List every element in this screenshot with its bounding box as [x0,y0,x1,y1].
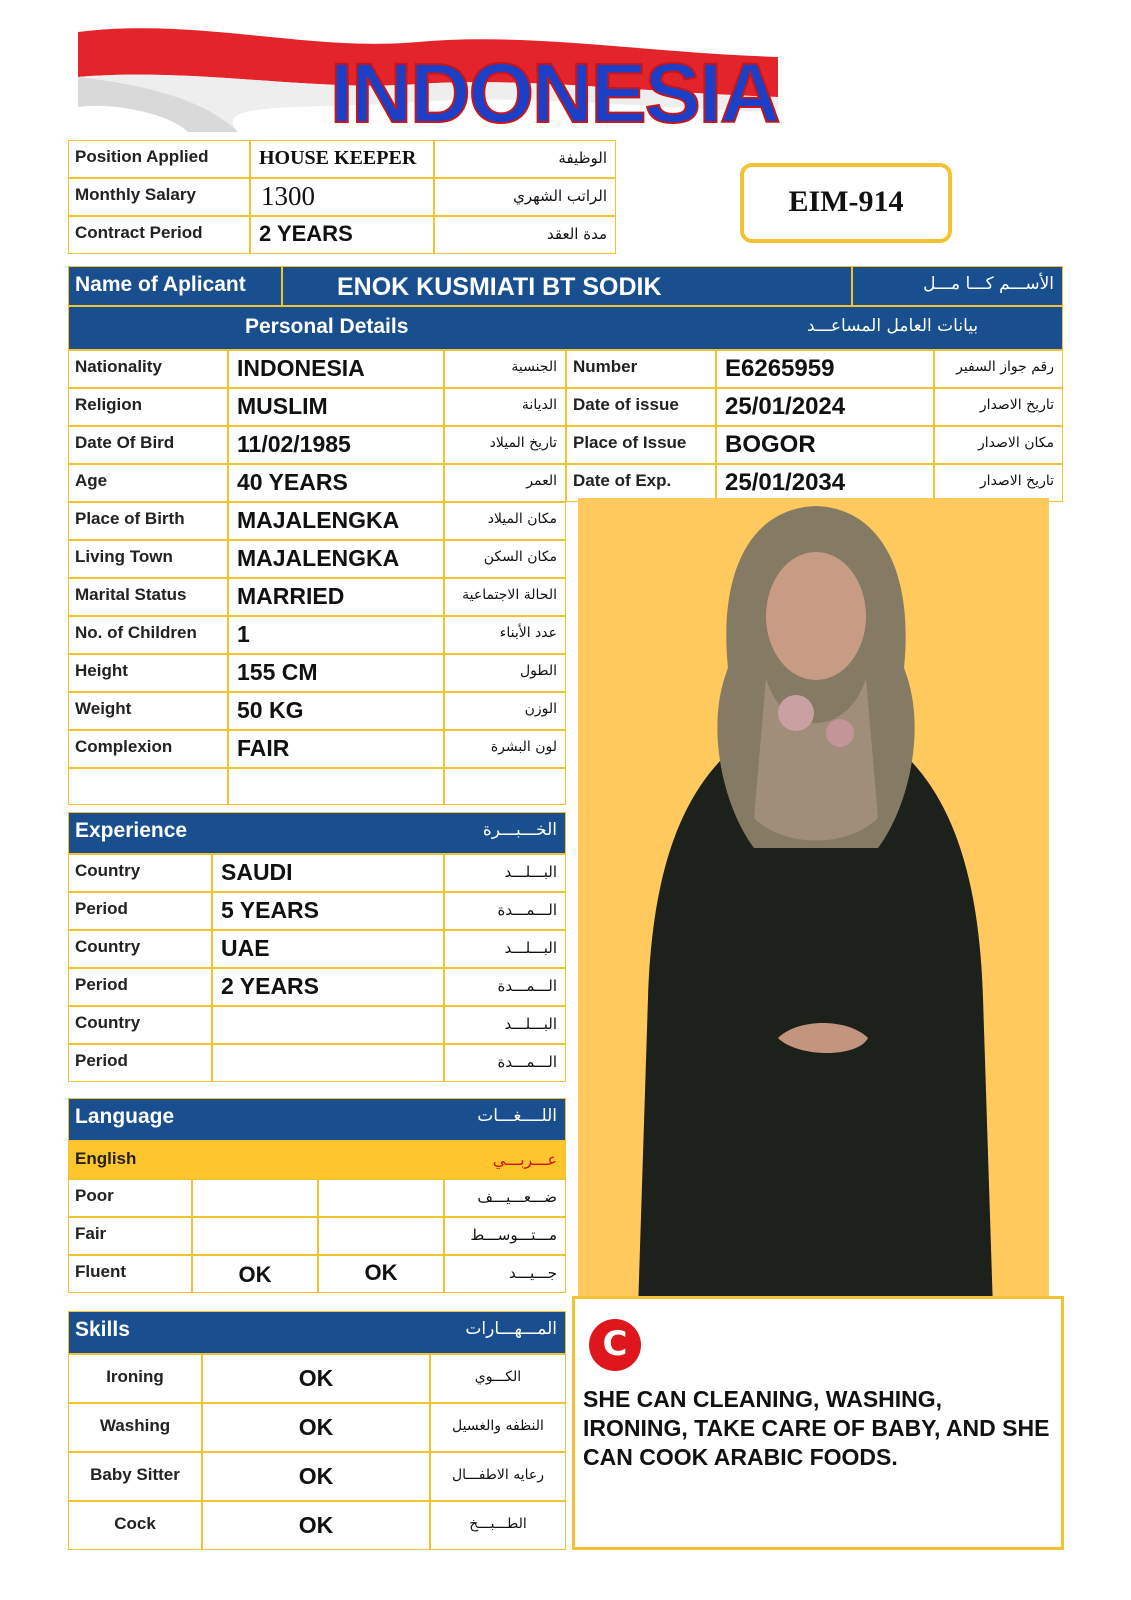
experience-label: Country [68,1006,212,1044]
personal-label: Religion [68,388,228,426]
personal-label-ar: مكان السكن [444,540,566,578]
language-level-label: Fluent [68,1255,192,1293]
language-level-label-ar: جـــيـــد [444,1255,566,1293]
personal-value: 1 [228,616,444,654]
language-english-label: English [75,1149,137,1168]
position-label: Position Applied [68,140,250,178]
passport-label-ar: مكان الاصدار [934,426,1063,464]
skills-header [68,1311,566,1354]
skill-label: Ironing [68,1354,202,1403]
experience-label: Country [68,930,212,968]
country-title: INDONESIA [330,46,779,140]
personal-value: FAIR [228,730,444,768]
personal-label-ar: الحالة الاجتماعية [444,578,566,616]
experience-value: 2 YEARS [212,968,444,1006]
experience-label-ar: الـــمـــدة [444,892,566,930]
personal-label: Weight [68,692,228,730]
skills-title-ar: المـــهـــارات [465,1319,557,1339]
experience-label-ar: البـــلـــد [444,930,566,968]
personal-label: Place of Birth [68,502,228,540]
passport-label: Number [566,350,716,388]
applicant-name: ENOK KUSMIATI BT SODIK [337,273,662,301]
skill-value: OK [202,1452,430,1501]
experience-value [212,1006,444,1044]
experience-title-ar: الخـــبـــرة [482,820,557,840]
passport-label: Date of issue [566,388,716,426]
personal-label-ar: عدد الأبناء [444,616,566,654]
personal-value: 155 CM [228,654,444,692]
applicant-label: Name of Aplicant [68,266,282,306]
experience-value [212,1044,444,1082]
skill-value: OK [202,1403,430,1452]
applicant-label-ar: الأســـم كـــا مـــل [923,274,1054,294]
applicant-name-cell [282,266,852,306]
personal-label: Marital Status [68,578,228,616]
personal-label-ar: العمر [444,464,566,502]
personal-label: Date Of Bird [68,426,228,464]
personal-value: MUSLIM [228,388,444,426]
salary-label: Monthly Salary [68,178,250,216]
skill-label-ar: النظفه والغسيل [430,1403,566,1452]
contract-label-ar: مدة العقد [434,216,616,254]
personal-label-ar: مكان الميلاد [444,502,566,540]
skill-label-ar: رعايه الاطفـــال [430,1452,566,1501]
language-level-label-ar: مـــتـــوســـط [444,1217,566,1255]
position-value: HOUSE KEEPER [250,140,434,178]
personal-label: Height [68,654,228,692]
personal-value: MAJALENGKA [228,540,444,578]
passport-label-ar: تاريخ الاصدار [934,388,1063,426]
reference-code: EIM-914 [740,163,952,243]
experience-label-ar: البـــلـــد [444,854,566,892]
language-arabic-value: OK [318,1255,444,1293]
experience-header [68,812,566,854]
salary-label-ar: الراتب الشهري [434,178,616,216]
skill-value: OK [202,1501,430,1550]
experience-title: Experience [75,819,188,842]
person-silhouette-icon [578,498,1049,1310]
personal-value: 40 YEARS [228,464,444,502]
personal-label-ar: لون البشرة [444,730,566,768]
personal-label-ar: الديانة [444,388,566,426]
skill-label-ar: الطـــبـــخ [430,1501,566,1550]
personal-details-title-ar: بيانات العامل المساعـــد [807,316,979,336]
personal-label: No. of Children [68,616,228,654]
skill-label-ar: الكـــوي [430,1354,566,1403]
personal-label-ar: تاريخ الميلاد [444,426,566,464]
personal-label: Age [68,464,228,502]
empty-cell [228,768,444,805]
skill-value: OK [202,1354,430,1403]
experience-value: UAE [212,930,444,968]
experience-label-ar: الـــمـــدة [444,1044,566,1082]
personal-label-ar: الجنسية [444,350,566,388]
language-title-ar: اللــــغـــات [477,1106,557,1126]
remarks-box [572,1296,1064,1550]
empty-cell [68,768,228,805]
language-english-value: OK [192,1255,318,1293]
experience-label-ar: البـــلـــد [444,1006,566,1044]
salary-value: 1300 [250,178,434,216]
position-label-ar: الوظيفة [434,140,616,178]
experience-label: Period [68,968,212,1006]
skills-title: Skills [75,1318,130,1341]
language-english-value [192,1217,318,1255]
personal-value: INDONESIA [228,350,444,388]
contract-label: Contract Period [68,216,250,254]
experience-label: Country [68,854,212,892]
skill-label: Cock [68,1501,202,1550]
empty-cell [444,768,566,805]
passport-label: Place of Issue [566,426,716,464]
personal-label: Nationality [68,350,228,388]
language-english-value [192,1179,318,1217]
personal-label: Living Town [68,540,228,578]
personal-label: Complexion [68,730,228,768]
language-subheader [68,1141,566,1179]
personal-value: MARRIED [228,578,444,616]
personal-details-title: Personal Details [245,315,409,338]
experience-value: 5 YEARS [212,892,444,930]
experience-value: SAUDI [212,854,444,892]
personal-value: 11/02/1985 [228,426,444,464]
personal-details-header [68,306,1063,350]
passport-value: 25/01/2024 [716,388,934,426]
language-level-label: Poor [68,1179,192,1217]
personal-label-ar: الوزن [444,692,566,730]
passport-value: 25/01/2034 [716,464,934,502]
passport-value: BOGOR [716,426,934,464]
language-arabic-value [318,1217,444,1255]
passport-label-ar: تاريخ الاصدار [934,464,1063,502]
skill-label: Washing [68,1403,202,1452]
personal-value: 50 KG [228,692,444,730]
personal-label-ar: الطول [444,654,566,692]
experience-label: Period [68,892,212,930]
skill-label: Baby Sitter [68,1452,202,1501]
c-logo-icon: C [589,1319,641,1371]
language-level-label-ar: ضـــعـــيـــف [444,1179,566,1217]
passport-label: Date of Exp. [566,464,716,502]
passport-value: E6265959 [716,350,934,388]
language-level-label: Fair [68,1217,192,1255]
personal-value: MAJALENGKA [228,502,444,540]
remarks-text: SHE CAN CLEANING, WASHING, IRONING, TAKE CARE OF BABY, AND SHE CAN COOK ARABIC FOODS. [583,1386,1050,1470]
passport-label-ar: رقم جواز السفير [934,350,1063,388]
language-header [68,1098,566,1141]
contract-value: 2 YEARS [250,216,434,254]
language-title: Language [75,1105,175,1128]
language-arabic-label: عـــربـــي [492,1150,557,1169]
language-arabic-value [318,1179,444,1217]
applicant-label-ar-cell [852,266,1063,306]
experience-label: Period [68,1044,212,1082]
applicant-photo [578,498,1049,1310]
experience-label-ar: الـــمـــدة [444,968,566,1006]
